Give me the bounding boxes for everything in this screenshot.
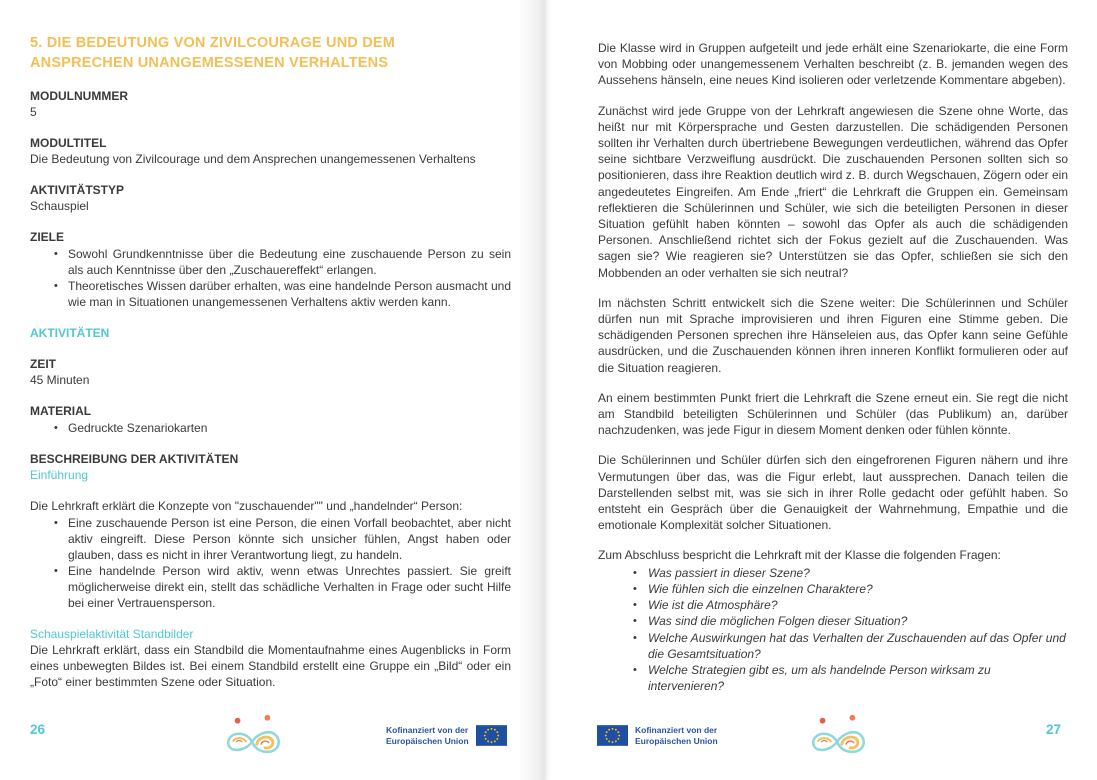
list-item: • Welche Strategien gibt es, um als handelnde Person wirksam zu intervenieren? — [598, 662, 1068, 694]
aktivitaetstyp-value: Schauspiel — [30, 199, 89, 213]
section-aktivitaetstyp — [30, 182, 511, 214]
beschreibung-label: BESCHREIBUNG DER AKTIVITÄTEN — [30, 452, 239, 466]
zeit-label: ZEIT — [30, 357, 56, 371]
eu-flag-icon — [597, 725, 628, 746]
einfuehrung-label: Einführung — [30, 468, 89, 482]
paragraph: An einem bestimmten Punkt friert die Lehrkraft die Szene erneut ein. Sie regt die nicht am Standbild beteiligten Schülerinnen und Schüler (das Publikum) an, darüber nachzudenken, was jede Figur in diesem Moment denken oder fühlen könnte. — [598, 390, 1068, 438]
infinity-wave-logo-icon — [213, 712, 291, 767]
section-modulnummer — [30, 88, 511, 120]
aktivitaeten-label: AKTIVITÄTEN — [30, 326, 110, 340]
paragraph: Die Lehrkraft erklärt, dass ein Standbild die Momentaufnahme eines Augenblicks in Form eines unbewegten Bildes ist. Bei einem Standbild erstellt eine Gruppe ein „Bild“ oder ein „Foto“ einer bestimmten Szene oder Situation. — [30, 643, 511, 689]
material-label: MATERIAL — [30, 404, 92, 418]
modultitel-value: Die Bedeutung von Zivilcourage und dem Ansprechen unangemessenen Verhaltens — [30, 152, 476, 166]
einfuehrung-list — [30, 515, 511, 611]
eu-cofunded-badge — [597, 725, 718, 746]
eu-cofunded-badge — [386, 725, 507, 746]
list-item: • Theoretisches Wissen darüber erhalten, was eine handelnde Person ausmacht und wie man in Situationen unangemessenen Verhaltens aktiv werden kann. — [30, 278, 511, 310]
page-title: 5. DIE BEDEUTUNG VON ZIVILCOURAGE UND DEM ANSPRECHEN UNANGEMESSENEN VERHALTENS — [30, 35, 396, 71]
page-left — [30, 0, 511, 780]
list-item: • Welche Auswirkungen hat das Verhalten der Zuschauenden auf das Opfer und die Gesamtsituation? — [598, 630, 1068, 662]
paragraph: Im nächsten Schritt entwickelt sich die Szene weiter: Die Schülerinnen und Schüler dürfen nun mit Sprache improvisieren und ihren Figuren eine Stimme geben. Die schädigenden Personen sprechen ihre Hänseleien aus, das Opfer kann seine Gefühle ausdrücken, und die Zuschauenden können ihren inneren Konflikt formulieren oder auf die Situation reagieren. — [598, 295, 1068, 375]
section-aktivitaeten — [30, 325, 511, 341]
ziele-label: ZIELE — [30, 230, 65, 244]
list-item: • Sowohl Grundkenntnisse über die Bedeutung eine zuschauende Person zu sein als auch Kenntnisse über den „Zuschauereffekt“ erlangen. — [30, 246, 511, 278]
list-item: • Eine zuschauende Person ist eine Person, die einen Vorfall beobachtet, aber nicht aktiv eingreift. Diese Person könnte sich unsicher fühlen, Angst haben oder glauben, dass es nicht in ihrer Verantwortung liegt, zu handeln. — [30, 515, 511, 563]
aktivitaetstyp-label: AKTIVITÄTSTYP — [30, 183, 125, 197]
paragraph: Die Schülerinnen und Schüler dürfen sich den eingefrorenen Figuren nähern und ihre Vermutungen über das, was die Figur erlebt, laut aussprechen. Danach teilen die Darstellenden selbst mit, was sie sich in ihrer Rolle gedacht oder gefühlt haben. So entsteht ein Gespräch über die Genauigkeit der Wahrnehmung, Empathie und die emotionale Komplexität solcher Situationen. — [598, 453, 1068, 533]
section-material — [30, 403, 511, 436]
paragraph: Zunächst wird jede Gruppe von der Lehrkraft angewiesen die Szene ohne Worte, das heißt nur mit Körpersprache und Gesten darzustellen. Die schädigenden Personen sollten ihr Verhalten durch übertriebene Bewegungen verdeutlichen, während das Opfer seine sichtbare Verzweiflung ausdrückt. Die zuschauenden Personen sollten sich so positionieren, dass ihre Reaktion deutlich wird z. B. durch Wegschauen, Zögern oder ein angedeutetes Eingreifen. Am Ende „friert“ die Lehrkraft die Gruppen ein. Gemeinsam reflektieren die Schülerinnen und Schüler, wie sich die beteiligten Personen in dieser Situation gefühlt haben könnten – sowohl das Opfer als auch die schädigenden Personen. Anschließend richtet sich der Fokus gezielt auf die Zuschauenden. Was sagen sie? Wie reagieren sie? Unterstützen sie das Opfer, schließen sie sich den Mobbenden an oder verhalten sie sich neutral? — [598, 103, 1068, 280]
eu-funding-text: Kofinanziert von der Europäischen Union — [386, 725, 469, 746]
eu-flag-icon — [476, 725, 507, 746]
standbilder-label: Schauspielaktivität Standbilder — [30, 627, 194, 641]
section-zeit — [30, 356, 511, 388]
list-item: • Was passiert in dieser Szene? — [598, 565, 1068, 581]
ziele-list — [30, 246, 511, 310]
standbilder-block — [30, 626, 511, 690]
list-item: • Wie ist die Atmosphäre? — [598, 597, 1068, 613]
zeit-value: 45 Minuten — [30, 373, 90, 387]
list-item: • Gedruckte Szenariokarten — [30, 420, 511, 436]
discussion-questions-list — [598, 565, 1068, 695]
page-number-left: 26 — [30, 722, 46, 737]
list-item: • Was sind die möglichen Folgen dieser Situation? — [598, 613, 1068, 629]
eu-funding-text: Kofinanziert von der Europäischen Union — [635, 725, 718, 746]
page-gutter-shadow — [518, 0, 560, 780]
section-beschreibung — [30, 451, 511, 483]
infinity-wave-logo-icon — [798, 712, 876, 767]
list-item: • Wie fühlen sich die einzelnen Charaktere? — [598, 581, 1068, 597]
modulnummer-value: 5 — [30, 105, 37, 119]
paragraph: Zum Abschluss bespricht die Lehrkraft mit der Klasse die folgenden Fragen: — [598, 548, 1001, 563]
paragraph: Die Lehrkraft erklärt die Konzepte von "zuschauender"" und „handelnder“ Person: — [30, 499, 463, 513]
page-right — [598, 0, 1068, 780]
page-number-right: 27 — [1046, 722, 1062, 737]
modulnummer-label: MODULNUMMER — [30, 89, 128, 103]
list-item: • Eine handelnde Person wird aktiv, wenn etwas Unrechtes passiert. Sie greift möglicherweise direkt ein, stellt das schädliche Verhalten in Frage oder sucht Hilfe bei einer Vertrauensperson. — [30, 563, 511, 611]
einfuehrung-block — [30, 498, 511, 611]
material-list — [30, 420, 511, 436]
section-ziele — [30, 229, 511, 310]
modultitel-label: MODULTITEL — [30, 136, 107, 150]
paragraph: Die Klasse wird in Gruppen aufgeteilt und jede erhält eine Szenariokarte, die eine Form von Mobbing oder unangemessenem Verhalten beschreibt (z. B. jemanden wegen des Aussehens hänseln, eine neues Kind isolieren oder verletzende Kommentare abgeben). — [598, 41, 1068, 88]
section-modultitel — [30, 135, 511, 167]
